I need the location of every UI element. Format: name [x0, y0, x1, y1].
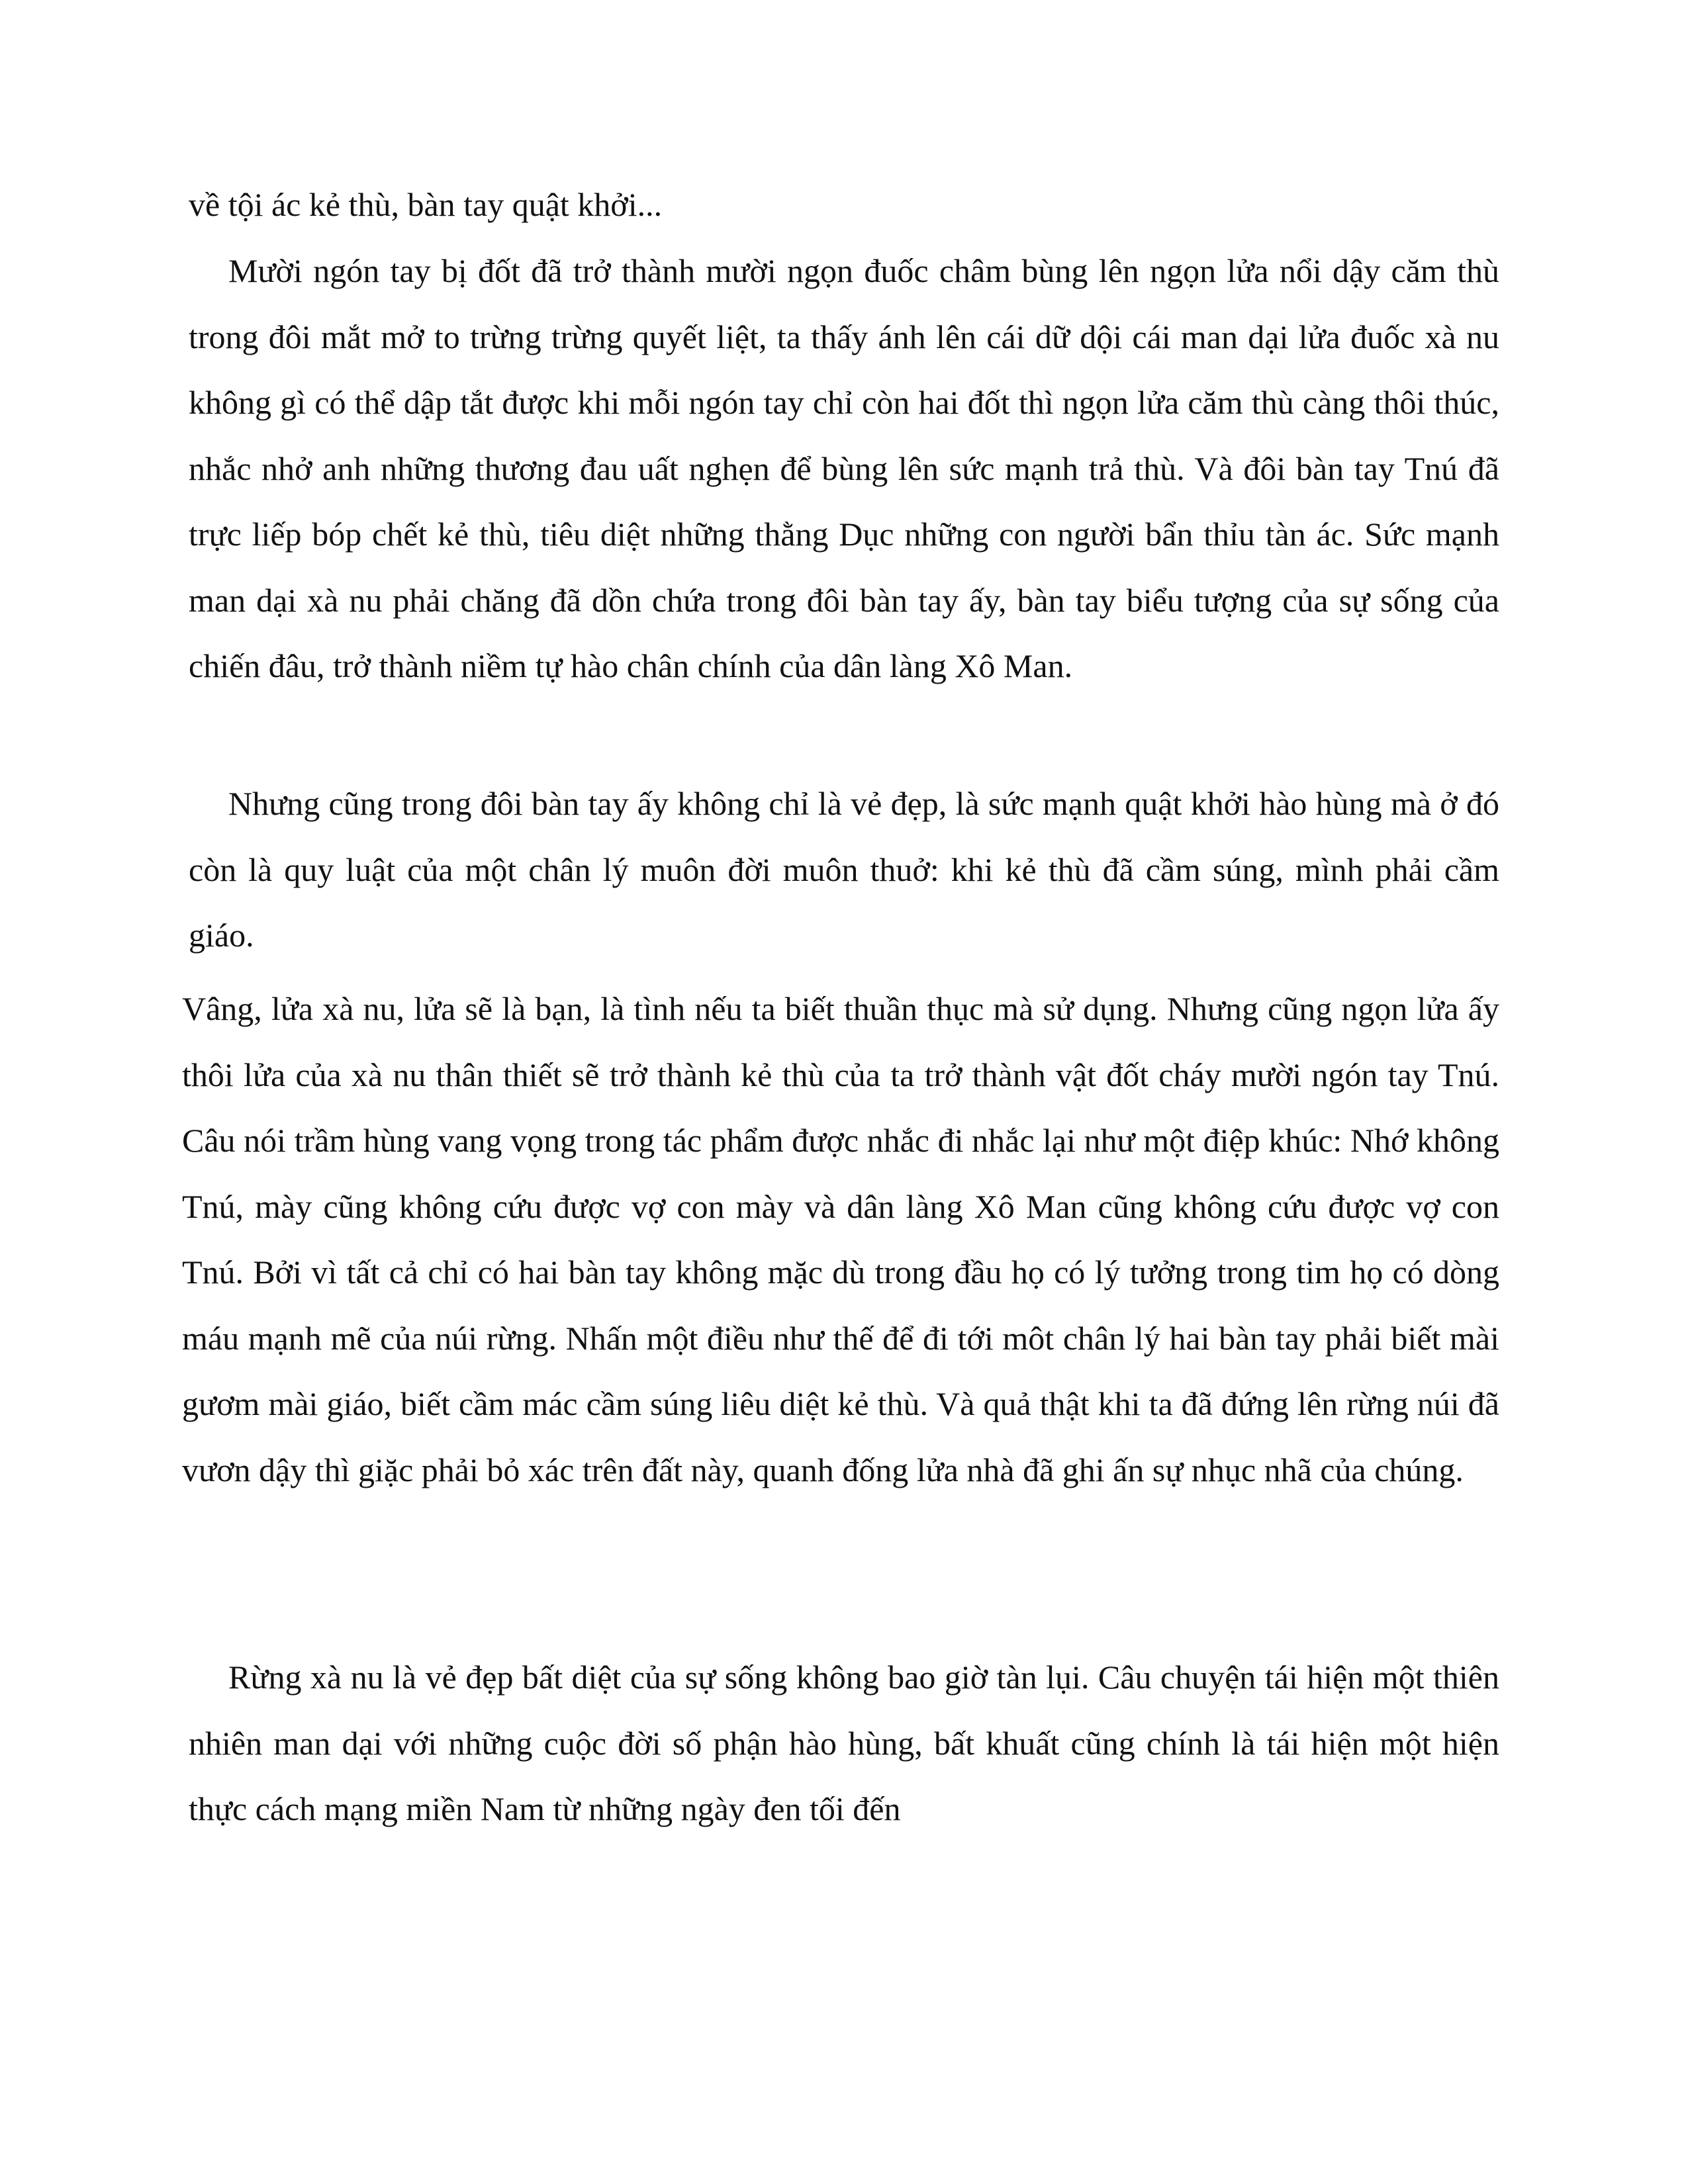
- paragraph-xa-nu-forest: Rừng xà nu là vẻ đẹp bất diệt của sự sống không bao giờ tàn lụi. Câu chuyện tái hiện một thiên nhiên man dại với những cuộc đời số phận hào hùng, bất khuất cũng chính là tái hiện một hiện thực cách mạng miền Nam từ những ngày đen tối đến: [189, 1659, 1499, 1827]
- paragraph-xa-nu-fire: Vâng, lửa xà nu, lửa sẽ là bạn, là tình nếu ta biết thuần thục mà sử dụng. Nhưng cũng ngọn lửa ấy thôi lửa của xà nu thân thiết sẽ trở thành kẻ thù của ta trở thành vật đốt cháy mười ngón tay Tnú. Câu nói trầm hùng vang vọng trong tác phẩm được nhắc đi nhắc lại như một điệp khúc: Nhớ không Tnú, mày cũng không cứu được vợ con mày và dân làng Xô Man cũng không cứu được vợ con Tnú. Bởi vì tất cả chỉ có hai bàn tay không mặc dù trong đầu họ có lý tưởng trong tim họ có dòng máu mạnh mẽ của núi rừng. Nhấn một điều như thế để đi tới môt chân lý hai bàn tay phải biết mài gươm mài giáo, biết cầm mác cầm súng liêu diệt kẻ thù. Và quả thật khi ta đã đứng lên rừng núi đã vươn dậy thì giặc phải bỏ xác trên đất này, quanh đống lửa nhà đã ghi ấn sự nhục nhã của chúng.: [182, 990, 1499, 1488]
- paragraph-hands-beauty: Nhưng cũng trong đôi bàn tay ấy không chỉ là vẻ đẹp, là sức mạnh quật khởi hào hùng mà ở đó còn là quy luật của một chân lý muôn đời muôn thuở: khi kẻ thù đã cầm súng, mình phải cầm giáo.: [189, 785, 1499, 954]
- paragraph-ten-fingers: Mười ngón tay bị đốt đã trở thành mười ngọn đuốc châm bùng lên ngọn lửa nổi dậy căm thù trong đôi mắt mở to trừng trừng quyết liệt, ta thấy ánh lên cái dữ dội cái man dại lửa đuốc xà nu không gì có thể dập tắt được khi mỗi ngón tay chỉ còn hai đốt thì ngọn lửa căm thù càng thôi thúc, nhắc nhở anh những thương đau uất nghẹn để bùng lên sức mạnh trả thù. Và đôi bàn tay Tnú đã trực liếp bóp chết kẻ thù, tiêu diệt những thằng Dục những con người bẩn thỉu tàn ác. Sức mạnh man dại xà nu phải chăng đã dồn chứa trong đôi bàn tay ấy, bàn tay biểu tượng của sự sống của chiến đâu, trở thành niềm tự hào chân chính của dân làng Xô Man.: [189, 252, 1499, 684]
- paragraph-continuation: về tội ác kẻ thù, bàn tay quật khởi...: [189, 186, 663, 223]
